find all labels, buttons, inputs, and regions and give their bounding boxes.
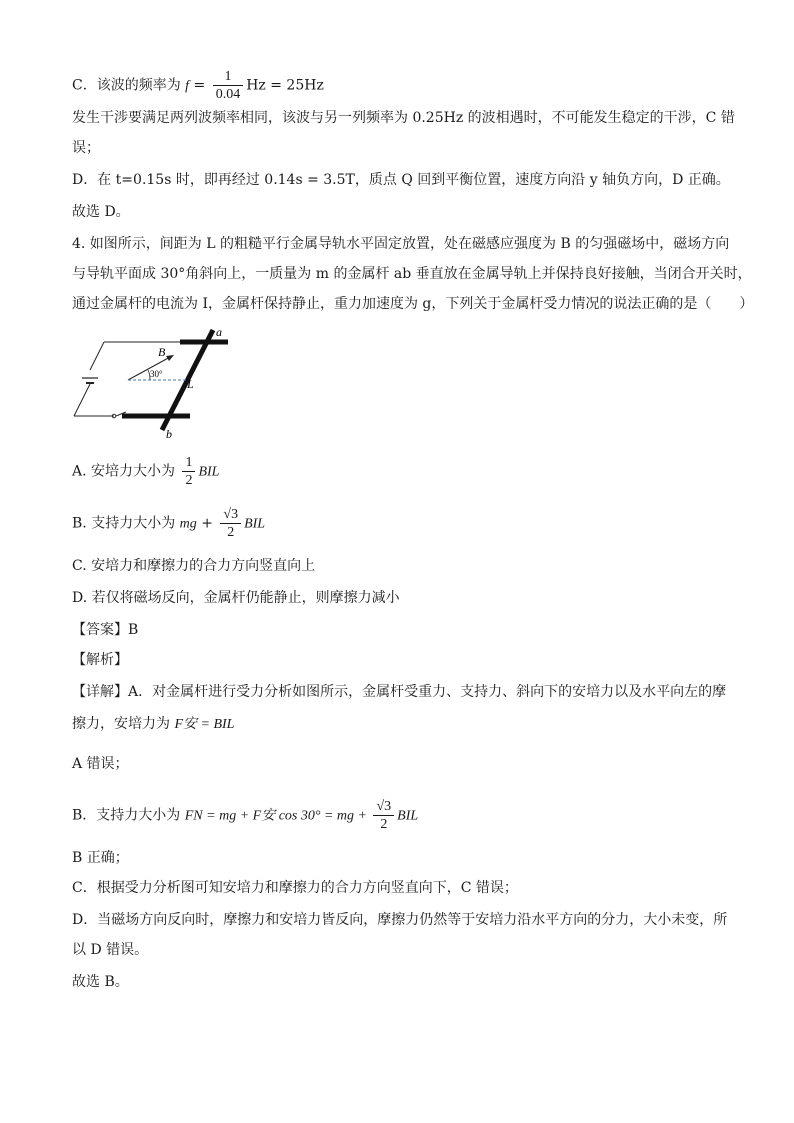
option-a-den: 2 — [185, 473, 193, 488]
choose-d: 故选 D。 — [72, 204, 130, 220]
f-symbol: f — [185, 78, 190, 94]
answer-value: B — [128, 622, 139, 638]
detail-b-fraction — [373, 798, 394, 833]
detail-b-suffix: BIL — [397, 808, 419, 824]
label-b: b — [166, 427, 172, 441]
detail-line1: 【详解】A．对金属杆进行受力分析如图所示，金属杆受重力、支持力、斜向下的安培力以及水平向左的摩 — [72, 684, 727, 700]
option-a-fraction — [182, 454, 195, 489]
detail-b-num: √3 — [373, 798, 394, 816]
option-a-num: 1 — [182, 454, 195, 472]
choose-b: 故选 B。 — [72, 974, 129, 990]
option-a — [72, 454, 219, 489]
support-force-formula: FN = mg + F安 cos 30° = mg + — [184, 808, 371, 824]
left-upper-wire — [90, 342, 104, 370]
label-L: L — [187, 377, 194, 391]
option-b-prefix: B. 支持力大小为 — [72, 515, 180, 532]
c-explanation-line2: 误； — [72, 140, 100, 156]
label-field-B: B — [158, 345, 166, 359]
question4-line2: 与导轨平面成 30°角斜向上，一质量为 m 的金属杆 ab 垂直放在金属导轨上并保持良好接触，当闭合开关时， — [72, 266, 752, 282]
left-lower-wire — [74, 384, 90, 416]
label-angle: 30° — [150, 369, 163, 379]
rail-circuit-diagram — [70, 326, 242, 442]
detail-d-line2: 以 D 错误。 — [72, 942, 149, 958]
fraction — [213, 68, 244, 103]
option-b-fraction — [220, 506, 241, 541]
equals: = — [189, 77, 210, 94]
question4-line3: 通过金属杆的电流为 I，金属杆保持静止，重力加速度为 g，下列关于金属杆受力情况的说法正确的是（ ） — [72, 296, 754, 312]
option-b-suffix: BIL — [244, 516, 266, 532]
detail-line2 — [72, 714, 234, 735]
fraction-num: 1 — [213, 68, 244, 86]
answer-label: 【答案】 — [72, 622, 128, 638]
d-line: D．在 t=0.15s 时，即再经过 0.14s = 3.5T，质点 Q 回到平衡位置，速度方向沿 y 轴负方向，D 正确。 — [72, 172, 730, 188]
option-a-prefix: A. 安培力大小为 — [72, 463, 180, 480]
ampere-force-formula: F安 = BIL — [174, 717, 235, 732]
label-a: a — [216, 326, 222, 339]
option-b — [72, 506, 265, 541]
detail-b-den: 2 — [380, 817, 388, 832]
option-b-den: 2 — [227, 525, 235, 540]
detail-d-line1: D．当磁场方向反向时，摩擦力和安培力皆反向，摩擦力仍然等于安培力沿水平方向的分力，大小未变，所 — [72, 912, 728, 928]
detail-b-prefix: B．支持力大小为 — [72, 807, 185, 824]
option-d: D. 若仅将磁场反向，金属杆仍能静止，则摩擦力减小 — [72, 590, 400, 606]
analysis-label: 【解析】 — [72, 652, 128, 668]
detail-c: C．根据受力分析图可知安培力和摩擦力的合力方向竖直向下，C 错误； — [72, 880, 518, 896]
c-explanation-line1: 发生干涉要满足两列波频率相同，该波与另一列频率为 0.25Hz 的波相遇时，不可能发生稳定的干涉，C 错 — [72, 110, 735, 126]
a-wrong: A 错误； — [72, 756, 129, 772]
option-c: C. 安培力和摩擦力的合力方向竖直向上 — [72, 558, 316, 574]
option-c-frequency — [72, 68, 324, 103]
question4-line1: 4. 如图所示，间距为 L 的粗糙平行金属导轨水平固定放置，处在磁感应强度为 B 的匀强磁场中，磁场方向 — [72, 236, 730, 252]
answer-line — [72, 620, 138, 640]
b-arrow-head — [166, 355, 174, 361]
detail-b — [72, 798, 418, 833]
detail-line2-prefix: 擦力，安培力为 — [72, 716, 175, 732]
option-b-mg: mg — [179, 516, 197, 532]
option-b-plus: + — [196, 515, 218, 532]
fraction-den: 0.04 — [215, 87, 241, 102]
b-right: B 正确； — [72, 850, 129, 866]
c-line-prefix: C．该波的频率为 — [72, 77, 186, 94]
option-b-num: √3 — [220, 506, 241, 524]
c-line-suffix: Hz = 25Hz — [246, 77, 324, 94]
option-a-suffix: BIL — [198, 464, 220, 480]
